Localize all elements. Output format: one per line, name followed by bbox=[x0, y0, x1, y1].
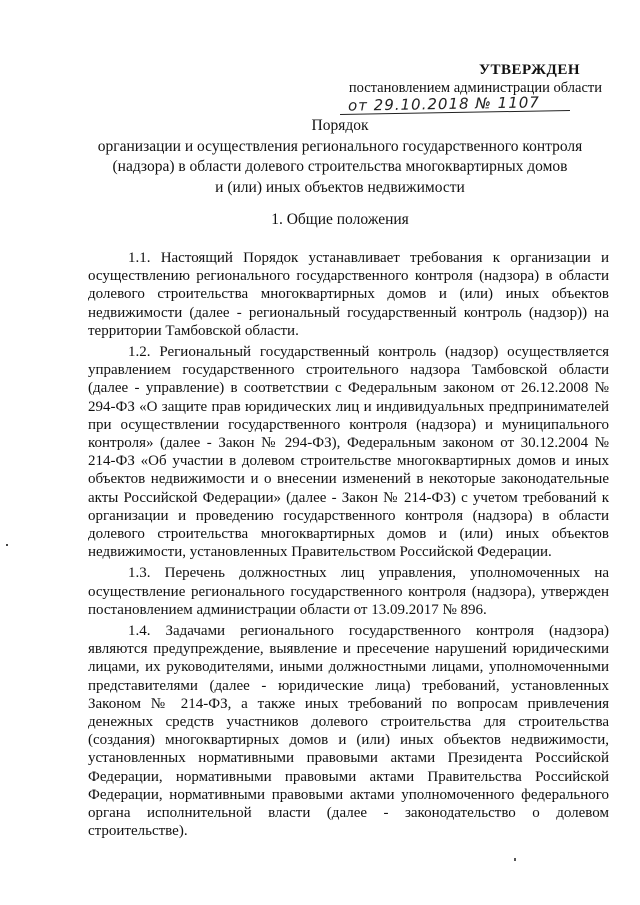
title-line: организации и осуществления регионального государственного контроля bbox=[97, 137, 583, 155]
paragraph-1-4: 1.4. Задачами регионального государственного контроля (надзора) являются предупреждение, выявление и пресечение нарушений юридическими лицами, их руководителями, иными должностными лицами, уполномоченными представителями (далее - юридические лица) требований, установленных Законом № 214-ФЗ, а также иных требований по вопросам привлечения денежных средств участников долевого строительства для строительства (создания) многоквартирных домов и (или) иных объектов недвижимости, установленных нормативными правовыми актами Президента Российской Федерации, нормативными правовыми актами Правительства Российской Федерации, нормативными правовыми актами уполномоченного федерального органа исполнительной власти (далее - законодательство о долевом строительстве). bbox=[88, 623, 609, 840]
handwritten-date-number: от 29.10.2018 № 1107 bbox=[347, 93, 541, 115]
title-line: Порядок bbox=[311, 117, 369, 134]
document-title bbox=[60, 116, 620, 198]
paragraph-1-2: 1.2. Региональный государственный контроль (надзор) осуществляется управлением государственного строительного надзора Тамбовской области (далее - управление) в соответствии с Федеральным законом от 26.12.2008 № 294-ФЗ «О защите прав юридических лиц и индивидуальных предпринимателей при осуществлении государственного контроля (надзора) и муниципального контроля» (далее - Закон № 294-ФЗ), Федеральным законом от 30.12.2004 № 214-ФЗ «Об участии в долевом строительстве многоквартирных домов и иных объектов недвижимости и о внесении изменений в некоторые законодательные акты Российской Федерации» (далее - Закон № 214-ФЗ) с учетом требований к организации и проведению государственного контроля (надзора) в области долевого строительства многоквартирных домов и (или) иных объектов недвижимости, установленных Правительством Российской Федерации. bbox=[88, 344, 609, 561]
approved-heading: УТВЕРЖДЕН bbox=[479, 62, 580, 78]
paragraph-1-1: 1.1. Настоящий Порядок устанавливает требования к организации и осуществлению регионального государственного контроля (надзора) в области долевого строительства многоквартирных домов и (или) иных объектов недвижимости (далее - региональный государственный контроль (надзор)) на территории Тамбовской области. bbox=[88, 250, 609, 339]
title-line: (надзора) в области долевого строительства многоквартирных домов bbox=[112, 158, 568, 175]
scan-speck bbox=[514, 858, 516, 861]
approval-stamp bbox=[330, 60, 620, 115]
section-heading: 1. Общие положения bbox=[271, 211, 409, 228]
approved-by-text: постановлением администрации области bbox=[348, 80, 602, 96]
title-line: и (или) иных объектов недвижимости bbox=[215, 178, 465, 196]
scan-speck bbox=[6, 544, 8, 546]
document-body bbox=[88, 249, 609, 841]
paragraph-1-3: 1.3. Перечень должностных лиц управления, уполномоченных на осуществление регионального государственного контроля (надзора), утвержден постановлением администрации области от 13.09.2017 № 896. bbox=[88, 565, 609, 618]
